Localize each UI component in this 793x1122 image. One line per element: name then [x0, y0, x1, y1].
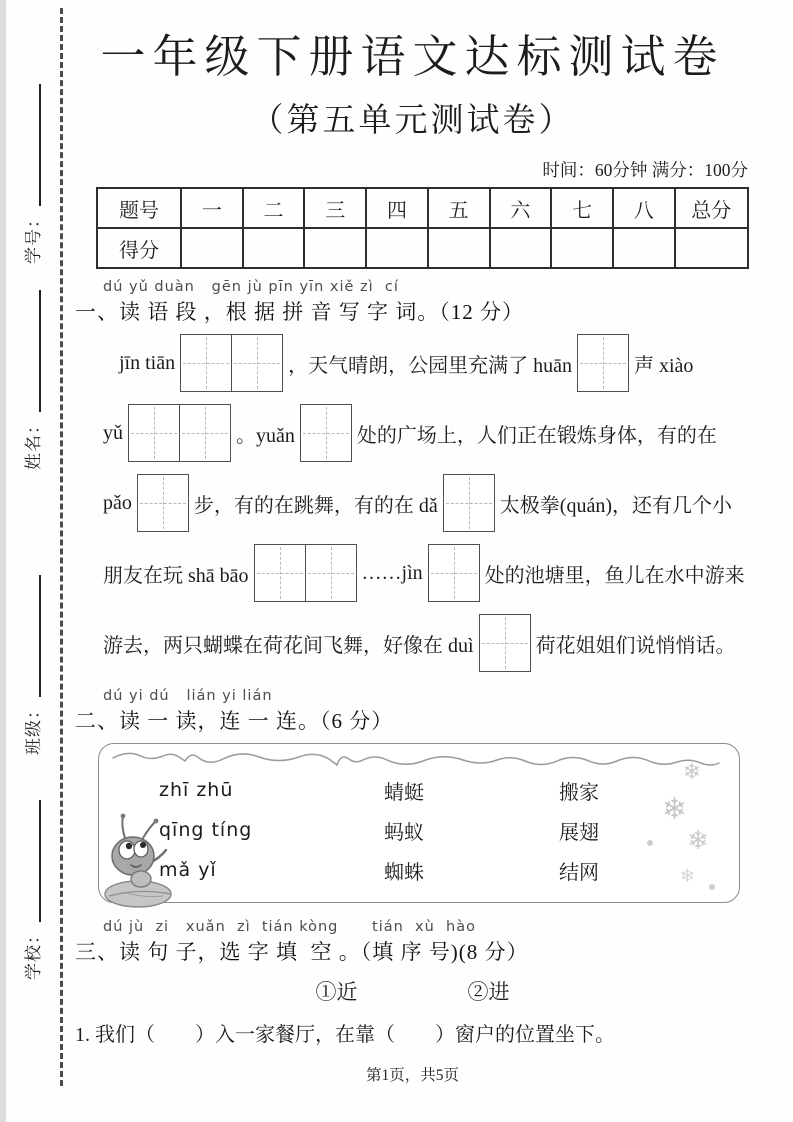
answer-box-two-cell[interactable]	[254, 544, 357, 602]
section-1-passage	[75, 328, 750, 678]
passage-line	[75, 538, 750, 608]
section-1-heading: 一、读 语 段 ，根 据 拼 音 写 字 词。（12 分）	[75, 300, 524, 324]
section-3-pinyin: dú jù zi xuǎn zì tián kòng tián xù hào	[103, 919, 476, 935]
match-row	[159, 770, 699, 810]
passage-text: 太极拳(quán)，还有几个小	[499, 494, 732, 517]
passage-text: 。yuǎn	[236, 424, 295, 447]
school-blank[interactable]	[22, 800, 41, 922]
snow-dot	[647, 840, 653, 846]
match-pinyin[interactable]: qīng tíng	[159, 819, 253, 841]
answer-box-one-cell[interactable]	[137, 474, 189, 532]
section-3-heading: 三、读 句 子，选 字 填 空 。（填 序 号)(8 分）	[75, 940, 529, 964]
page-edge-shadow	[0, 0, 6, 1122]
score-table-header-row	[97, 188, 748, 228]
section-2-pinyin: dú yi dú lián yi lián	[103, 688, 273, 704]
snowflake-icon: ❄	[687, 826, 709, 856]
match-pinyin[interactable]: mǎ yǐ	[159, 859, 217, 881]
class-blank[interactable]	[22, 575, 41, 697]
passage-text: 步，有的在跳舞，有的在 dǎ	[193, 494, 438, 517]
score-entry-cell[interactable]	[366, 228, 428, 268]
snowflake-icon: ❄	[682, 760, 701, 785]
ant-illustration	[93, 812, 181, 912]
match-row	[159, 810, 699, 850]
score-header-cell: 一	[181, 188, 243, 228]
school-label: 学校：	[23, 926, 43, 980]
score-header-cell: 二	[243, 188, 305, 228]
page-number: 第1页，共5页	[365, 1067, 459, 1084]
answer-box-one-cell[interactable]	[443, 474, 495, 532]
student-id-field	[14, 54, 48, 264]
score-entry-cell[interactable]	[490, 228, 552, 268]
score-header-cell: 六	[490, 188, 552, 228]
match-word[interactable]: 蜻蜓	[384, 781, 424, 804]
score-table-score-row	[97, 228, 748, 268]
school-field	[14, 770, 48, 980]
answer-box-one-cell[interactable]	[300, 404, 352, 462]
passage-line	[75, 398, 750, 468]
answer-box-two-cell[interactable]	[180, 334, 283, 392]
match-pinyin[interactable]: zhī zhū	[159, 779, 234, 801]
section-3	[75, 919, 750, 1047]
match-action[interactable]: 展翅	[559, 821, 599, 844]
score-header-cell: 八	[613, 188, 675, 228]
score-header-cell: 三	[304, 188, 366, 228]
score-entry-cell[interactable]	[675, 228, 748, 268]
passage-text: 荷花姐姐们说悄悄话。	[535, 634, 736, 657]
section-2	[75, 688, 750, 903]
paper-content	[75, 0, 750, 1085]
match-action[interactable]: 搬家	[559, 781, 599, 804]
score-entry-cell[interactable]	[551, 228, 613, 268]
time-score-meta: 时间：60分钟 满分：100分	[542, 160, 748, 180]
match-action[interactable]: 结网	[559, 861, 599, 884]
passage-text: jīn tiān	[119, 351, 176, 374]
class-field	[14, 545, 48, 755]
score-row-label: 得分	[97, 228, 181, 268]
score-header-cell: 五	[428, 188, 490, 228]
snowflake-icon: ❄	[661, 792, 687, 827]
class-label: 班级：	[23, 701, 43, 755]
option-1-jin-near[interactable]: ①近	[315, 980, 358, 1004]
passage-text: pǎo	[103, 491, 132, 514]
snow-dot	[709, 884, 715, 890]
match-row	[159, 850, 699, 890]
answer-box-two-cell[interactable]	[128, 404, 231, 462]
score-header-cell: 题号	[97, 188, 181, 228]
passage-text: yǔ	[103, 421, 123, 444]
passage-text: ，天气晴朗，公园里充满了 huān	[288, 354, 572, 377]
question-1[interactable]: 1. 我们（ ）入一家餐厅，在靠（ ）窗户的位置坐下。	[75, 1024, 615, 1046]
passage-text: 处的广场上，人们正在锻炼身体，有的在	[356, 424, 717, 447]
student-name-field	[14, 260, 48, 470]
answer-box-one-cell[interactable]	[428, 544, 480, 602]
section-2-heading: 二、读 一 读，连 一 连。（6 分）	[75, 709, 394, 733]
student-id-blank[interactable]	[22, 84, 41, 206]
score-table	[96, 187, 749, 269]
score-entry-cell[interactable]	[181, 228, 243, 268]
paper-subtitle: （第五单元测试卷）	[250, 103, 575, 139]
paper-title: 一年级下册语文达标测试卷	[100, 32, 725, 82]
passage-text: 声 xiào	[634, 354, 694, 377]
answer-box-one-cell[interactable]	[577, 334, 629, 392]
snowflake-icon: ❄	[679, 866, 695, 887]
score-entry-cell[interactable]	[428, 228, 490, 268]
passage-text: 处的池塘里，鱼儿在水中游来	[484, 564, 745, 587]
score-entry-cell[interactable]	[304, 228, 366, 268]
margin-divider	[60, 8, 63, 1086]
score-entry-cell[interactable]	[613, 228, 675, 268]
score-header-cell: 七	[551, 188, 613, 228]
section-1	[75, 279, 750, 678]
student-name-blank[interactable]	[22, 290, 41, 412]
match-word[interactable]: 蚂蚁	[384, 821, 424, 844]
student-name-label: 姓名：	[23, 416, 43, 470]
matching-panel	[98, 743, 740, 903]
section-1-pinyin: dú yǔ duàn gēn jù pīn yīn xiě zì cí	[103, 279, 399, 295]
score-entry-cell[interactable]	[243, 228, 305, 268]
passage-text: ……jìn	[361, 561, 423, 584]
snow-ridge-decoration	[99, 736, 739, 768]
score-header-cell: 四	[366, 188, 428, 228]
passage-line	[75, 608, 750, 678]
student-id-label: 学号：	[23, 210, 43, 264]
option-2-jin-enter[interactable]: ②进	[467, 980, 510, 1004]
answer-box-one-cell[interactable]	[479, 614, 531, 672]
passage-line	[75, 328, 750, 398]
match-word[interactable]: 蜘蛛	[384, 861, 424, 884]
passage-line	[75, 468, 750, 538]
passage-text: 游去，两只蝴蝶在荷花间飞舞，好像在 duì	[103, 634, 474, 657]
score-header-cell: 总分	[675, 188, 748, 228]
passage-text: 朋友在玩 shā bāo	[103, 564, 249, 587]
choice-options	[75, 976, 750, 1006]
matching-rows	[159, 770, 699, 890]
